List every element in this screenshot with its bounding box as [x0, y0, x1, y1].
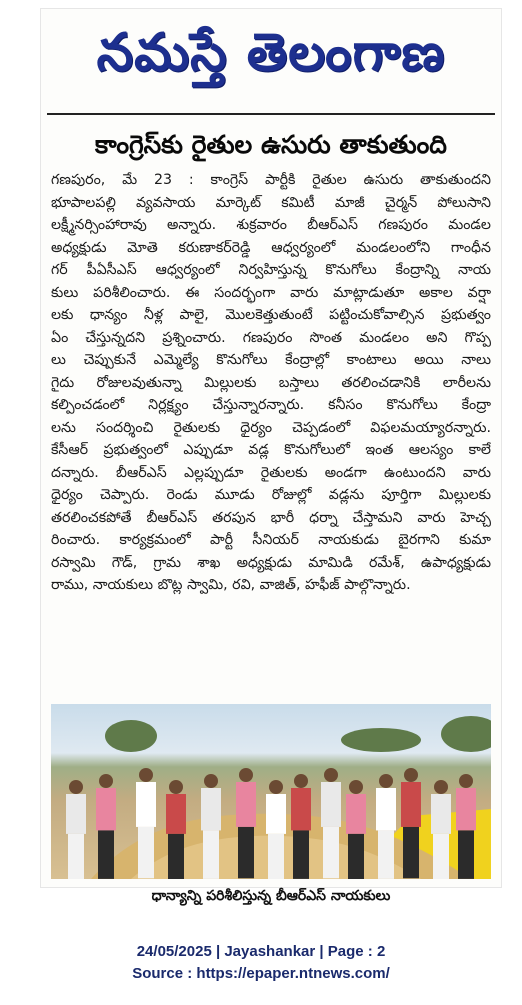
person-figure [201, 774, 221, 879]
article-line: గణపురం, మే 23 : కాంగ్రెస్ పార్టీకి రైతుల ఉసురు తాకుతుందని [51, 172, 491, 188]
article-line: భూపాలపల్లి వ్యవసాయ మార్కెట్ కమిటీ మాజీ చైర్మన్ పోలుసాని [51, 194, 491, 211]
article-line: గైదు రోజులవుతున్నా మిల్లులకు బస్తాలు తరలించడానికి లారీలను [51, 374, 491, 391]
person-figure [236, 768, 256, 878]
person-figure [431, 780, 451, 879]
article-line: అధ్యక్షుడు మోతె కరుణాకర్‌రెడ్డి ఆధ్వర్యంలో మండలంలోని గాంధీన [51, 239, 491, 256]
article-body [51, 169, 491, 597]
article-line: లు చెప్పుకునే ఎమ్మెల్యే కొనుగోలు కేంద్రాల్లో కాంటాలు అయి నాలు [51, 352, 491, 368]
article-line: కల్పించడంలో నిర్లక్ష్యం చేస్తున్నారన్నారు. కనీసం కొనుగోలు కేంద్రా [51, 397, 491, 413]
person-figure [401, 768, 421, 878]
article-line: తరలించకపోతే బీఆర్ఎస్ తరపున భారీ ధర్నా చేస్తామని వారు హెచ్చ [51, 509, 491, 526]
article-headline: కాంగ్రెస్‌కు రైతుల ఉసురు తాకుతుంది [95, 130, 447, 159]
article-line: లకు ధాన్యం నీళ్ల పాలై, మొలకెత్తుతుంటే పట్టించుకోవాల్సిన ప్రభుత్వం [51, 307, 491, 323]
photo-caption: ధాన్యాన్ని పరిశీలిస్తున్న బీఆర్ఎస్ నాయకులు [151, 888, 391, 904]
person-figure [166, 780, 186, 879]
article-line: రస్వామి గౌడ్, గ్రామ శాఖ అధ్యక్షుడు మామిడి రమేశ్, ఉపాధ్యక్షుడు [51, 554, 491, 571]
person-figure [346, 780, 366, 879]
person-figure [96, 774, 116, 879]
person-figure [376, 774, 396, 879]
article-line: దన్నారు. బీఆర్ఎస్ ఎల్లప్పుడూ రైతులకు అండగా ఉంటుందని వారు [51, 464, 491, 481]
article-line: కేసీఆర్ ప్రభుత్వంలో ఎప్పుడూ వడ్ల కొనుగోలులో ఇంత ఆలస్యం కాలే [51, 442, 491, 458]
person-figure [266, 780, 286, 879]
person-figure [291, 774, 311, 879]
epaper-footer [0, 941, 522, 985]
masthead-divider [47, 113, 495, 115]
article-line: గర్ పీఏసీఎస్ ఆధ్వర్యంలో నిర్వహిస్తున్న కొనుగోలు కేంద్రాన్ని నాయ [51, 262, 491, 278]
news-photo [51, 704, 491, 879]
footer-date-edition-page: 24/05/2025 | Jayashankar | Page : 2 [136, 943, 386, 960]
article-line: రాము, నాయకులు బొట్ల స్వామి, రవి, వాజిత్, హఫీజ్ పాల్గొన్నారు. [51, 577, 411, 593]
person-figure [66, 780, 86, 879]
article-line: కులు పరిశీలించారు. ఈ సందర్భంగా వారు మాట్లాడుతూ అకాల వర్షా [51, 284, 491, 301]
person-figure [456, 774, 476, 879]
person-figure [136, 768, 156, 878]
footer-source-url: Source : https://epaper.ntnews.com/ [132, 965, 390, 982]
person-figure [321, 768, 341, 878]
article-line: ధైర్యం చెప్పారు. రెండు మూడు రోజుల్లో వడ్లను పూర్తిగా మిల్లులకు [51, 487, 491, 503]
newspaper-masthead: నమస్తే తెలంగాణ [96, 22, 446, 83]
article-line: లక్ష్మీనర్సింహారావు అన్నారు. శుక్రవారం బీఆర్ఎస్ గణపురం మండల [51, 217, 491, 233]
article-line: రించారు. కార్యక్రమంలో పార్టీ సీనియర్ నాయకుడు బైరగాని కుమా [51, 532, 491, 548]
article-line: లను సందర్శించి రైతులకు ధైర్యం చెప్పడంలో విఫలమయ్యారన్నారు. [51, 419, 491, 436]
newspaper-clipping [40, 8, 502, 904]
article-line: ఏం చేస్తున్నదని ప్రశ్నించారు. గణపురం సొంత మండలం అని గొప్ప [51, 329, 491, 346]
